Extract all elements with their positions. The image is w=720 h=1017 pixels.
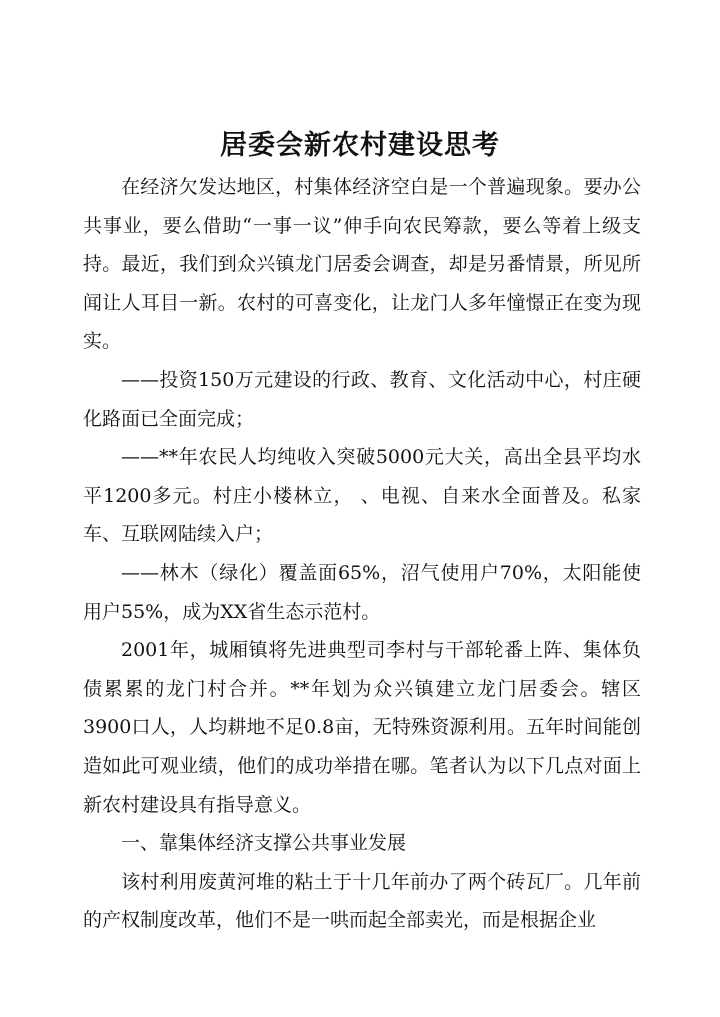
section-heading: 一、靠集体经济支撑公共事业发展 bbox=[121, 832, 407, 855]
paragraph-intro: 在经济欠发达地区，村集体经济空白是一个普遍现象。要办公共事业，要么借助“一事一议”伸手向农民筹款，要么等着上级支持。最近，我们到众兴镇龙门居委会调查，却是另番情景，所见所闻让人耳目一新。农村的可喜变化，让龙门人多年憧憬正在变为现实。 bbox=[83, 176, 641, 353]
paragraph-income: ——**年农民人均纯收入突破5000元大关，高出全县平均水平1200多元。村庄小楼林立， 、电视、自来水全面普及。私家车、互联网陆续入户； bbox=[83, 446, 641, 546]
document-body bbox=[83, 168, 641, 940]
paragraph-investment: ——投资150万元建设的行政、教育、文化活动中心，村庄硬化路面已全面完成； bbox=[83, 368, 641, 430]
paragraph-brick-factory: 该村利用废黄河堆的粘土于十几年前办了两个砖瓦厂。几年前的产权制度改革，他们不是一哄而起全部卖光，而是根据企业 bbox=[83, 870, 641, 932]
paragraph-history: 2001年，城厢镇将先进典型司李村与干部轮番上阵、集体负债累累的龙门村合并。**年划为众兴镇建立龙门居委会。辖区3900口人，人均耕地不足0.8亩，无特殊资源利用。五年时间能创造如此可观业绩，他们的成功举措在哪。笔者认为以下几点对面上新农村建设具有指导意义。 bbox=[83, 639, 641, 816]
paragraph-ecology: ——林木（绿化）覆盖面65%，沼气使用户70%，太阳能使用户55%，成为XX省生态示范村。 bbox=[83, 561, 641, 623]
document-title: 居委会新农村建设思考 bbox=[220, 130, 500, 161]
